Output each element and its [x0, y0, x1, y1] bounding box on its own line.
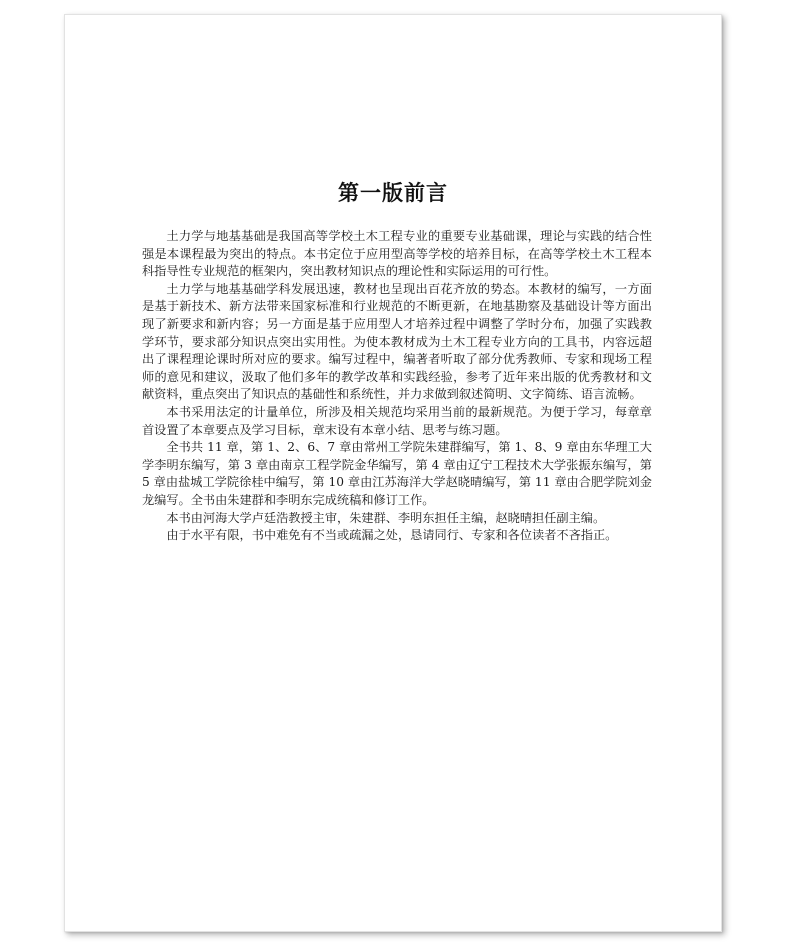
document-page	[64, 14, 722, 932]
paragraph: 本书由河海大学卢廷浩教授主审，朱建群、李明东担任主编，赵晓晴担任副主编。	[166, 510, 606, 525]
preface-body	[142, 228, 652, 545]
paragraph: 全书共 11 章，第 1、2、6、7 章由常州工学院朱建群编写，第 1、8、9 章由东华理工大学李明东编写，第 3 章由南京工程学院金华编写，第 4 章由辽宁工程技术大学张振东编写，第 5 章由盐城工学院徐桂中编写，第 10 章由江苏海洋大学赵晓晴编写，第 11 章由合肥学院刘金龙编写。全书由朱建群和李明东完成统稿和修订工作。	[142, 440, 652, 507]
paragraph: 由于水平有限，书中难免有不当或疏漏之处，恳请同行、专家和各位读者不吝指正。	[166, 528, 618, 543]
paragraph: 土力学与地基基础学科发展迅速，教材也呈现出百花齐放的势态。本教材的编写，一方面是基于新技术、新方法带来国家标准和行业规范的不断更新，在地基勘察及基础设计等方面出现了新要求和新内容；另一方面是基于应用型人才培养过程中调整了学时分布，加强了实践教学环节，要求部分知识点突出实用性。为使本教材成为土木工程专业方向的工具书，内容远超出了课程理论课时所对应的要求。编写过程中，编著者听取了部分优秀教师、专家和现场工程师的意见和建议，汲取了他们多年的教学改革和实践经验，参考了近年来出版的优秀教材和文献资料，重点突出了知识点的基础性和系统性，并力求做到叙述简明、文字简练、语言流畅。	[142, 281, 652, 402]
paragraph: 土力学与地基基础是我国高等学校土木工程专业的重要专业基础课，理论与实践的结合性强是本课程最为突出的特点。本书定位于应用型高等学校的培养目标，在高等学校土木工程本科指导性专业规范的框架内，突出教材知识点的理论性和实际运用的可行性。	[142, 229, 652, 279]
paragraph: 本书采用法定的计量单位，所涉及相关规范均采用当前的最新规范。为便于学习，每章章首设置了本章要点及学习目标，章末设有本章小结、思考与练习题。	[142, 404, 652, 437]
page-title: 第一版前言	[338, 181, 448, 205]
